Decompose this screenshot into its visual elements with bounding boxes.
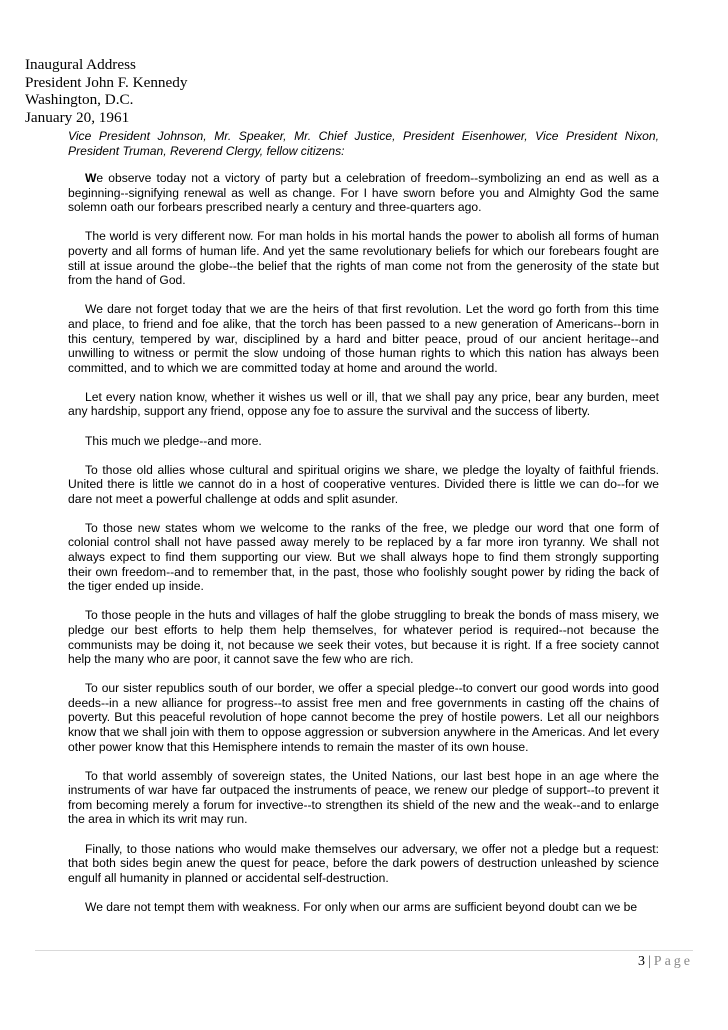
paragraph-7: To those new states whom we welcome to the ranks of the free, we pledge our word that one form of colonial control shall not have passed away merely to be replaced by a far more iron tyranny. We shall not always expect to find them supporting our view. But we shall always hope to find them strongly supporting their own freedom--and to remember that, in the past, those who foolishly sought power by riding the back of the tiger ended up inside.: [68, 520, 659, 594]
footer-divider: [35, 950, 693, 951]
header-speaker: President John F. Kennedy: [25, 73, 188, 91]
paragraph-9: To our sister republics south of our border, we offer a special pledge--to convert our good words into good deeds--in a new alliance for progress--to assist free men and free governments in casting off the chains of poverty. But this peaceful revolution of hope cannot become the prey of hostile powers. Let all our neighbors know that we shall join with them to oppose aggression or subversion anywhere in the Americas. And let every other power know that this Hemisphere intends to remain the master of its own house.: [68, 681, 659, 754]
paragraph-12: We dare not tempt them with weakness. For only when our arms are sufficient beyond doubt can we be: [85, 899, 638, 914]
header-title: Inaugural Address: [25, 56, 136, 73]
paragraph-10: To that world assembly of sovereign states, the United Nations, our last best hope in an age where the instruments of war have far outpaced the instruments of peace, we renew our pledge of support--to prevent it from becoming merely a forum for invective--to strengthen its shield of the new and the weak--and to enlarge the area in which its writ may run.: [68, 768, 659, 827]
salutation: Vice President Johnson, Mr. Speaker, Mr. Chief Justice, President Eisenhower, Vice President Nixon, President Truman, Reverend Clergy, fellow citizens:: [68, 129, 659, 158]
page-footer: [638, 954, 693, 970]
paragraph-11: Finally, to those nations who would make themselves our adversary, we offer not a pledge but a request: that both sides begin anew the quest for peace, before the dark powers of destruction unleashed by science engulf all humanity in planned or accidental self-destruction.: [68, 841, 659, 885]
page-number: 3: [637, 954, 645, 969]
document-header: [25, 56, 187, 126]
paragraph-1-text: e observe today not a victory of party but a celebration of freedom--symbolizing an end as well as a beginning--signifying renewal as well as change. For I have sworn before you and Almighty God the same solemn oath our forbears prescribed nearly a century and three-quarters ago.: [68, 171, 659, 215]
speech-body: [68, 129, 659, 914]
footer-separator: |: [647, 954, 651, 969]
header-location: Washington, D.C.: [25, 91, 134, 109]
paragraph-6: To those old allies whose cultural and spiritual origins we share, we pledge the loyalty of faithful friends. United there is little we cannot do in a host of cooperative ventures. Divided there is little we can do--for we dare not meet a powerful challenge at odds and split asunder.: [68, 462, 659, 506]
paragraph-3: We dare not forget today that we are the heirs of that first revolution. Let the word go forth from this time and place, to friend and foe alike, that the torch has been passed to a new generation of Americans--born in this century, tempered by war, disciplined by a hard and bitter peace, proud of our ancient heritage--and unwilling to witness or permit the slow undoing of those human rights to which this nation has always been committed, and to which we are committed today at home and around the world.: [68, 302, 659, 375]
page-label: Page: [653, 954, 693, 969]
header-date: January 20, 1961: [25, 108, 130, 126]
paragraph-4: Let every nation know, whether it wishes us well or ill, that we shall pay any price, bear any burden, meet any hardship, support any friend, oppose any foe to assure the survival and the success of liberty.: [68, 389, 659, 419]
paragraph-8: To those people in the huts and villages of half the globe struggling to break the bonds of mass misery, we pledge our best efforts to help them help themselves, for whatever period is required--not because the communists may be doing it, not because we seek their votes, but because it is right. If a free society cannot help the many who are poor, it cannot save the few who are rich.: [68, 608, 659, 667]
paragraph-5: This much we pledge--and more.: [85, 433, 262, 448]
paragraph-2: The world is very different now. For man holds in his mortal hands the power to abolish all forms of human poverty and all forms of human life. And yet the same revolutionary beliefs for which our forebears fought are still at issue around the globe--the belief that the rights of man come not from the generosity of the state but from the hand of God.: [68, 229, 659, 288]
drop-cap: W: [85, 171, 97, 186]
paragraph-1: [68, 171, 659, 215]
